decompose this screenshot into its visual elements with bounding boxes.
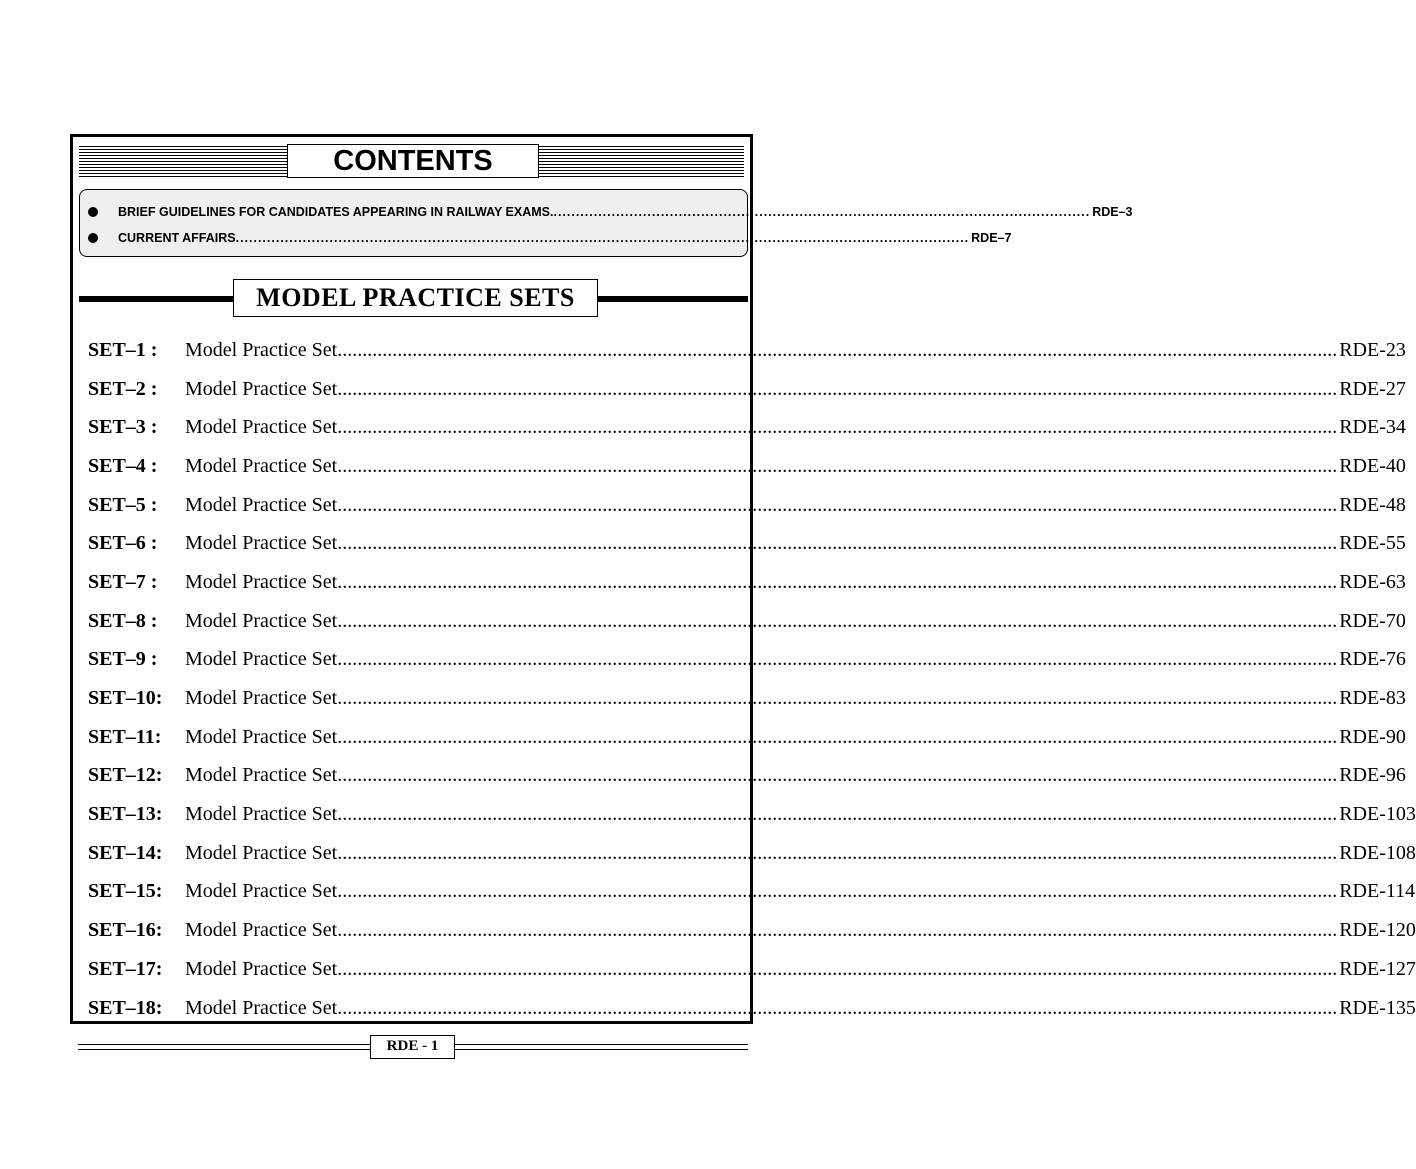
- toc-row[interactable]: [88, 602, 1406, 641]
- bullet-icon: [88, 233, 98, 243]
- dot-leader: ........................................................................................................................................................................................................: [337, 609, 1338, 632]
- set-title: Model Practice Set: [185, 648, 338, 671]
- set-label: SET–14:: [88, 841, 163, 864]
- set-title: Model Practice Set: [185, 338, 338, 361]
- dot-leader: ........................................................................................................................................................................................................: [337, 880, 1338, 903]
- set-page: RDE-70: [1339, 609, 1406, 632]
- toc-row[interactable]: [88, 950, 1416, 989]
- toc-row[interactable]: [88, 563, 1406, 602]
- toc-row[interactable]: [88, 447, 1406, 486]
- set-title: Model Practice Set: [185, 416, 338, 439]
- set-label: SET–16:: [88, 919, 163, 942]
- toc-row[interactable]: [88, 795, 1416, 834]
- set-page: RDE-114: [1339, 880, 1416, 903]
- dot-leader: ........................................................................................................................................................................................................: [337, 648, 1338, 671]
- set-page: RDE-34: [1339, 416, 1406, 439]
- set-label: SET–3 :: [88, 416, 158, 439]
- toc-row[interactable]: [88, 524, 1406, 563]
- set-label: SET–5 :: [88, 493, 158, 516]
- guideline-text: CURRENT AFFAIRS: [118, 231, 236, 245]
- dot-leader: ........................................................................................................................................................................................................: [337, 803, 1338, 826]
- set-page: RDE-120: [1339, 919, 1416, 942]
- set-label: SET–9 :: [88, 648, 158, 671]
- dot-leader: ........................................................................................................................................................................................................: [337, 532, 1338, 555]
- set-label: SET–12:: [88, 764, 163, 787]
- set-page: RDE-103: [1339, 803, 1416, 826]
- dot-leader: ........................................................................................................................................................................................................: [337, 416, 1338, 439]
- footer-page-label: RDE - 1: [370, 1035, 455, 1059]
- set-title: Model Practice Set: [185, 687, 338, 710]
- set-label: SET–11:: [88, 725, 162, 748]
- toc-row[interactable]: [88, 331, 1406, 370]
- set-page: RDE-135: [1339, 996, 1416, 1019]
- set-page: RDE-127: [1339, 957, 1416, 980]
- set-page: RDE-76: [1339, 648, 1406, 671]
- dot-leader: ........................................................................................................................: [553, 205, 1091, 219]
- toc-row[interactable]: [88, 873, 1416, 912]
- dot-leader: ........................................................................................................................................................................................................: [337, 725, 1338, 748]
- set-page: RDE-108: [1339, 841, 1416, 864]
- set-title: Model Practice Set: [185, 880, 338, 903]
- bullet-icon: [88, 207, 98, 217]
- set-label: SET–2 :: [88, 377, 158, 400]
- toc-row[interactable]: [88, 911, 1416, 950]
- toc-row[interactable]: [88, 718, 1406, 757]
- set-label: SET–13:: [88, 803, 163, 826]
- guideline-item[interactable]: [88, 202, 1133, 222]
- set-title: Model Practice Set: [185, 957, 338, 980]
- dot-leader: ........................................................................................................................................................................................................: [337, 570, 1338, 593]
- contents-frame: [70, 134, 1416, 1024]
- contents-title: CONTENTS: [287, 144, 539, 178]
- dot-leader: ........................................................................................................................................................................................................: [337, 687, 1338, 710]
- set-title: Model Practice Set: [185, 493, 338, 516]
- dot-leader: ........................................................................................................................................................................................................: [337, 377, 1338, 400]
- toc-row[interactable]: [88, 408, 1406, 447]
- set-page: RDE-48: [1339, 493, 1406, 516]
- toc-row[interactable]: [88, 989, 1416, 1028]
- set-label: SET–4 :: [88, 454, 158, 477]
- guideline-text: BRIEF GUIDELINES FOR CANDIDATES APPEARING IN RAILWAY EXAMS.: [118, 205, 554, 219]
- dot-leader: ....................................................................................................................................................................: [235, 231, 970, 245]
- model-sets-list: [88, 331, 1416, 1027]
- set-label: SET–15:: [88, 880, 163, 903]
- set-label: SET–17:: [88, 957, 163, 980]
- set-title: Model Practice Set: [185, 377, 338, 400]
- guideline-page: RDE–3: [1092, 205, 1133, 219]
- model-sets-heading: MODEL PRACTICE SETS: [233, 279, 598, 317]
- set-label: SET–7 :: [88, 570, 158, 593]
- set-title: Model Practice Set: [185, 570, 338, 593]
- set-label: SET–10:: [88, 687, 163, 710]
- guideline-item[interactable]: [88, 228, 1012, 248]
- set-page: RDE-63: [1339, 570, 1406, 593]
- set-title: Model Practice Set: [185, 764, 338, 787]
- set-page: RDE-90: [1339, 725, 1406, 748]
- set-title: Model Practice Set: [185, 841, 338, 864]
- toc-row[interactable]: [88, 370, 1406, 409]
- set-title: Model Practice Set: [185, 609, 338, 632]
- set-label: SET–1 :: [88, 338, 158, 361]
- set-label: SET–18:: [88, 996, 163, 1019]
- toc-row[interactable]: [88, 641, 1406, 680]
- toc-row[interactable]: [88, 679, 1406, 718]
- set-page: RDE-83: [1339, 687, 1406, 710]
- guideline-page: RDE–7: [971, 231, 1012, 245]
- toc-row[interactable]: [88, 757, 1406, 796]
- guidelines-box: [79, 189, 1133, 257]
- dot-leader: ........................................................................................................................................................................................................: [337, 338, 1338, 361]
- toc-row[interactable]: [88, 486, 1406, 525]
- set-title: Model Practice Set: [185, 996, 338, 1019]
- set-title: Model Practice Set: [185, 725, 338, 748]
- dot-leader: ........................................................................................................................................................................................................: [337, 454, 1338, 477]
- set-title: Model Practice Set: [185, 454, 338, 477]
- dot-leader: ........................................................................................................................................................................................................: [337, 841, 1338, 864]
- dot-leader: ........................................................................................................................................................................................................: [337, 957, 1338, 980]
- dot-leader: ........................................................................................................................................................................................................: [337, 493, 1338, 516]
- set-page: RDE-96: [1339, 764, 1406, 787]
- set-label: SET–6 :: [88, 532, 158, 555]
- dot-leader: ........................................................................................................................................................................................................: [337, 764, 1338, 787]
- dot-leader: ........................................................................................................................................................................................................: [337, 996, 1338, 1019]
- set-label: SET–8 :: [88, 609, 158, 632]
- set-page: RDE-55: [1339, 532, 1406, 555]
- set-title: Model Practice Set: [185, 803, 338, 826]
- set-title: Model Practice Set: [185, 532, 338, 555]
- dot-leader: ........................................................................................................................................................................................................: [337, 919, 1338, 942]
- toc-row[interactable]: [88, 834, 1416, 873]
- set-page: RDE-23: [1339, 338, 1406, 361]
- set-title: Model Practice Set: [185, 919, 338, 942]
- set-page: RDE-27: [1339, 377, 1406, 400]
- set-page: RDE-40: [1339, 454, 1406, 477]
